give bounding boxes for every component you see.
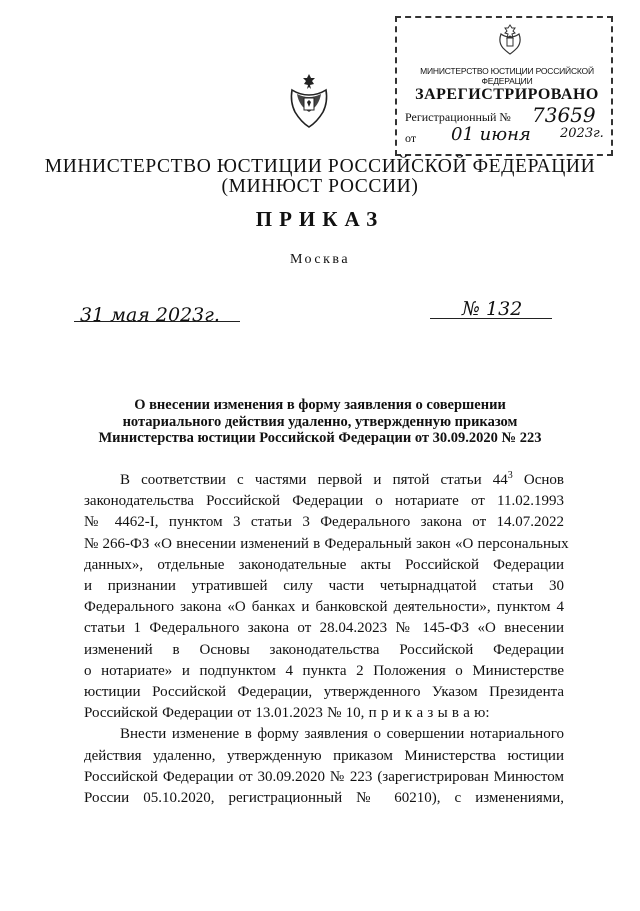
stamp-date-prefix: от bbox=[405, 131, 417, 145]
subject-line: нотариального действия удаленно, утвержденную приказом bbox=[122, 413, 518, 430]
body-line: Федерального закона «О банках и банковской деятельности», пунктом 4 bbox=[84, 599, 564, 616]
body-line: юстиции Российской Федерации, утвержденного Указом Президента bbox=[84, 684, 564, 701]
body-line: статьи 1 Федерального закона от 28.04.2023 № 145-ФЗ «О внесении bbox=[84, 620, 564, 637]
order-number: № 132 bbox=[462, 298, 523, 320]
order-date: 31 мая 2023г. bbox=[80, 304, 220, 326]
ministry-short-name: (МИНЮСТ РОССИИ) bbox=[221, 176, 419, 197]
date-underline bbox=[74, 321, 240, 322]
coat-of-arms-icon bbox=[496, 22, 524, 58]
body-line: Российской Федерации от 30.09.2020 № 223 (зарегистрирован Минюстом bbox=[84, 768, 564, 785]
stamp-title: ЗАРЕГИСТРИРОВАНО bbox=[415, 86, 599, 103]
superscript: 3 bbox=[507, 470, 513, 481]
body-line: о нотариате» и подпунктом 4 пункта 2 Положения о Министерстве bbox=[84, 662, 564, 679]
body-line: Российской Федерации от 13.01.2023 № 10, п р и к а з ы в а ю: bbox=[84, 705, 490, 722]
stamp-year: 2023г. bbox=[560, 126, 604, 141]
coat-of-arms-icon bbox=[288, 72, 330, 130]
stamp-reg-number: 73659 bbox=[532, 103, 596, 127]
document-type: ПРИКАЗ bbox=[255, 207, 385, 231]
order-body bbox=[84, 470, 569, 809]
body-line: данных», отдельные законодательные акты Российской Федерации bbox=[84, 556, 564, 573]
subject-line: О внесении изменения в форму заявления о совершении bbox=[134, 397, 506, 413]
city: Москва bbox=[289, 252, 351, 267]
body-line: и признании утратившей силу части четырнадцатой статьи 30 bbox=[84, 578, 564, 595]
body-line: Внести изменение в форму заявления о совершении нотариального bbox=[120, 726, 564, 743]
ministry-name: МИНИСТЕРСТВО ЮСТИЦИИ РОССИЙСКОЙ ФЕДЕРАЦИИ bbox=[44, 156, 596, 177]
body-line: России 05.10.2020, регистрационный № 60210), с изменениями, bbox=[84, 790, 564, 807]
stamp-organization: МИНИСТЕРСТВО ЮСТИЦИИ РОССИЙСКОЙ ФЕДЕРАЦИИ bbox=[420, 66, 594, 86]
subject-line: Министерства юстиции Российской Федерации от 30.09.2020 № 223 bbox=[98, 430, 542, 447]
body-line: № 266-ФЗ «О внесении изменений в Федеральный закон «О персональных bbox=[84, 535, 569, 552]
body-line: действия удаленно, утвержденную приказом Министерства юстиции bbox=[84, 747, 564, 764]
order-subject bbox=[60, 397, 580, 447]
body-line: № 4462-I, пунктом 3 статьи 3 Федерального закона от 14.07.2022 bbox=[84, 514, 564, 531]
body-line: законодательства Российской Федерации о нотариате от 11.02.1993 bbox=[84, 493, 564, 510]
body-line: В соответствии с частями первой и пятой статьи $44^3$ Основ bbox=[120, 470, 564, 488]
number-underline bbox=[430, 318, 552, 319]
body-line: изменений в Основы законодательства Российской Федерации bbox=[84, 641, 564, 658]
stamp-date-value: 01 июня bbox=[451, 124, 531, 145]
stamp-reg-label: Регистрационный № bbox=[405, 110, 511, 124]
